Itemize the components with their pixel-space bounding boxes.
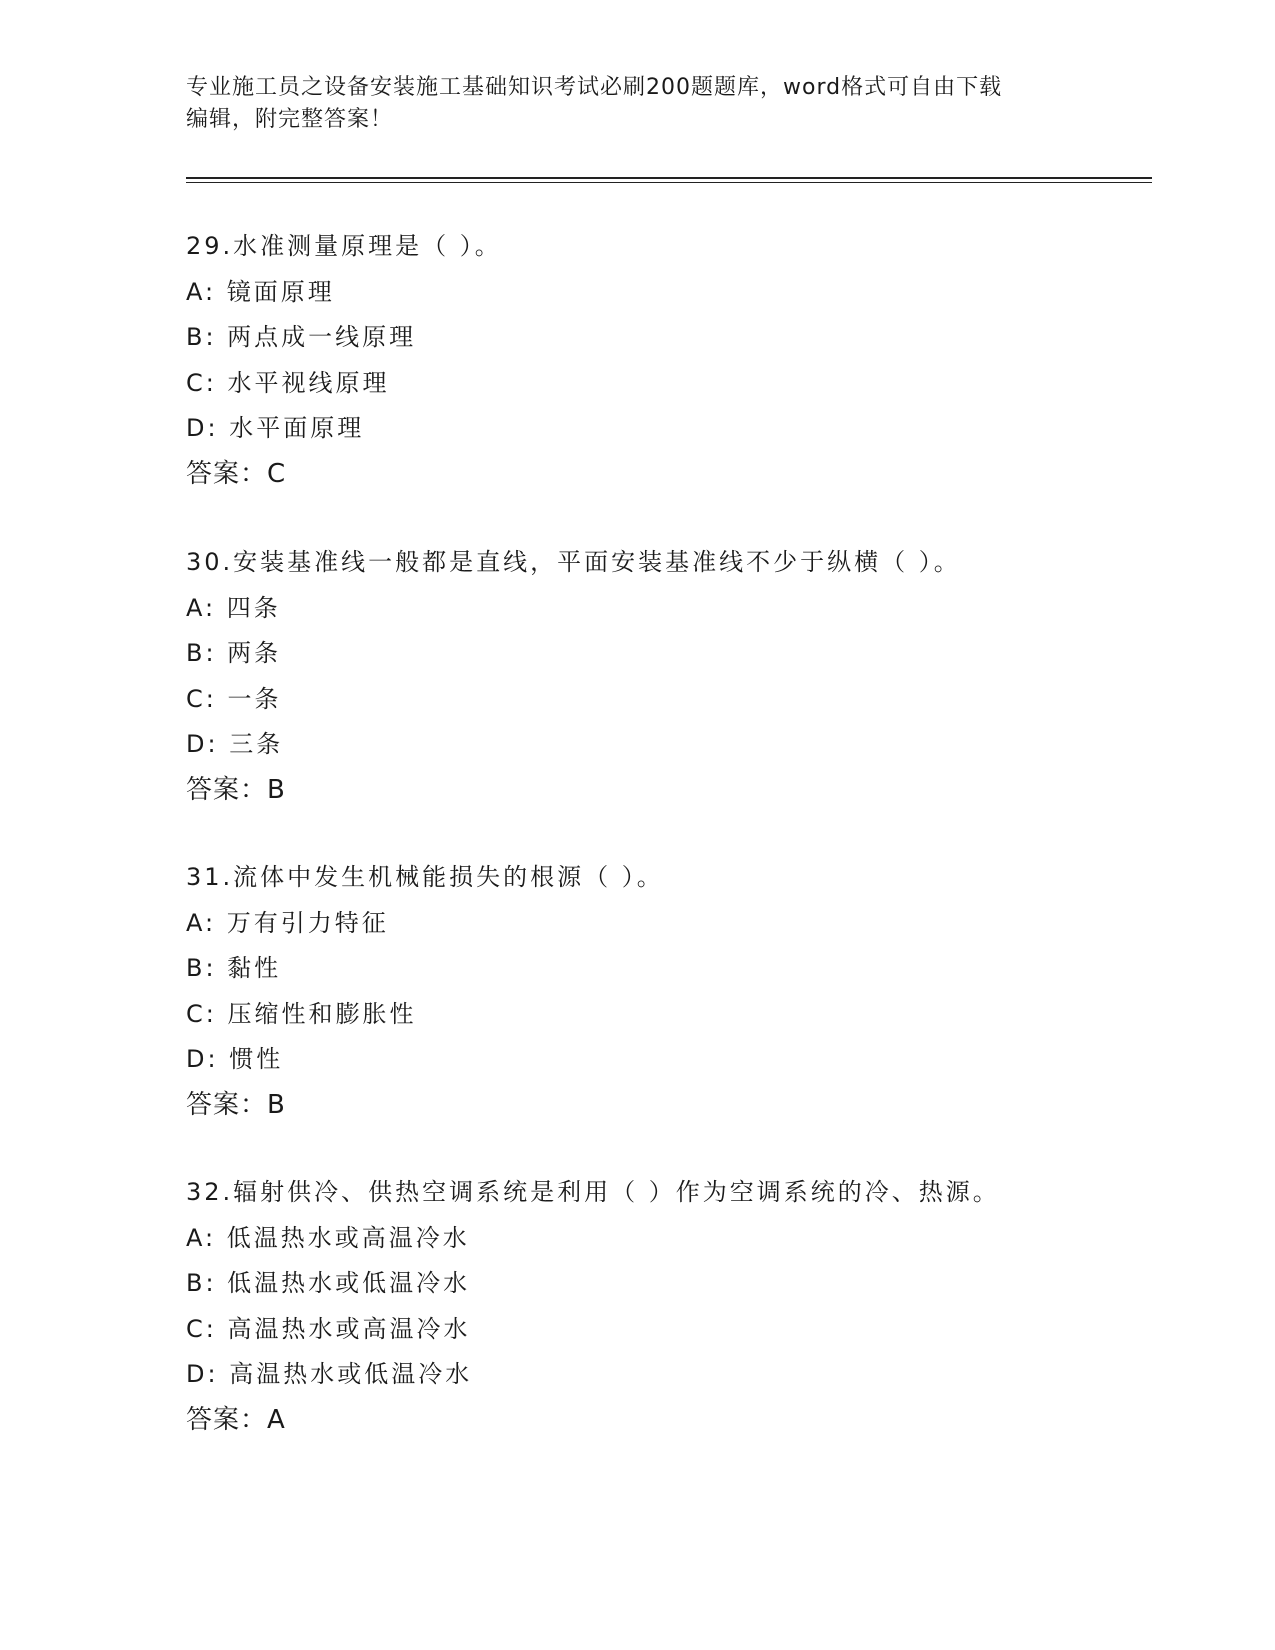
option-a: A: 万有引力特征 — [186, 908, 389, 937]
question-stem: 31.流体中发生机械能损失的根源（ ）。 — [186, 863, 664, 891]
answer-row — [186, 1398, 1146, 1444]
document-header — [186, 72, 1086, 136]
option-a: A: 低温热水或高温冷水 — [186, 1223, 470, 1252]
answer-row — [186, 1083, 1146, 1129]
answer-value: C — [267, 458, 286, 489]
answer-row — [186, 768, 1146, 814]
answer-label: 答案： — [186, 1404, 268, 1435]
option-b: B: 低温热水或低温冷水 — [186, 1269, 471, 1297]
option-a: A: 镜面原理 — [186, 277, 335, 306]
question-stem: 32.辐射供冷、供热空调系统是利用（ ）作为空调系统的冷、热源。 — [186, 1178, 1000, 1206]
option-c: C: 水平视线原理 — [186, 368, 390, 397]
answer-label: 答案： — [186, 774, 268, 805]
answer-value: B — [267, 774, 285, 805]
header-line-2: 编辑，附完整答案！ — [186, 107, 394, 132]
option-b: B: 两点成一线原理 — [186, 323, 417, 351]
question-31 — [186, 855, 1146, 1128]
answer-value: B — [267, 1089, 285, 1120]
answer-value: A — [267, 1404, 285, 1435]
option-d: D: 高温热水或低温冷水 — [186, 1360, 473, 1388]
header-line-1: 专业施工员之设备安装施工基础知识考试必刷200题题库，word格式可自由下载 — [186, 75, 1003, 100]
answer-row — [186, 452, 1146, 498]
question-stem: 30.安装基准线一般都是直线，平面安装基准线不少于纵横（ ）。 — [186, 548, 961, 576]
option-b: B: 黏性 — [186, 954, 282, 982]
question-32 — [186, 1170, 1146, 1443]
answer-label: 答案： — [186, 458, 268, 489]
header-divider-thin — [186, 182, 1152, 183]
option-b: B: 两条 — [186, 639, 282, 667]
option-c: C: 一条 — [186, 684, 282, 713]
option-d: D: 惯性 — [186, 1045, 284, 1073]
answer-label: 答案： — [186, 1089, 268, 1120]
question-30 — [186, 540, 1146, 813]
header-divider-thick — [186, 177, 1152, 179]
question-stem: 29.水准测量原理是（ ）。 — [186, 232, 502, 260]
option-a: A: 四条 — [186, 593, 281, 622]
option-d: D: 三条 — [186, 730, 284, 758]
question-29 — [186, 224, 1146, 497]
option-d: D: 水平面原理 — [186, 414, 365, 442]
option-c: C: 压缩性和膨胀性 — [186, 999, 417, 1028]
option-c: C: 高温热水或高温冷水 — [186, 1314, 471, 1343]
